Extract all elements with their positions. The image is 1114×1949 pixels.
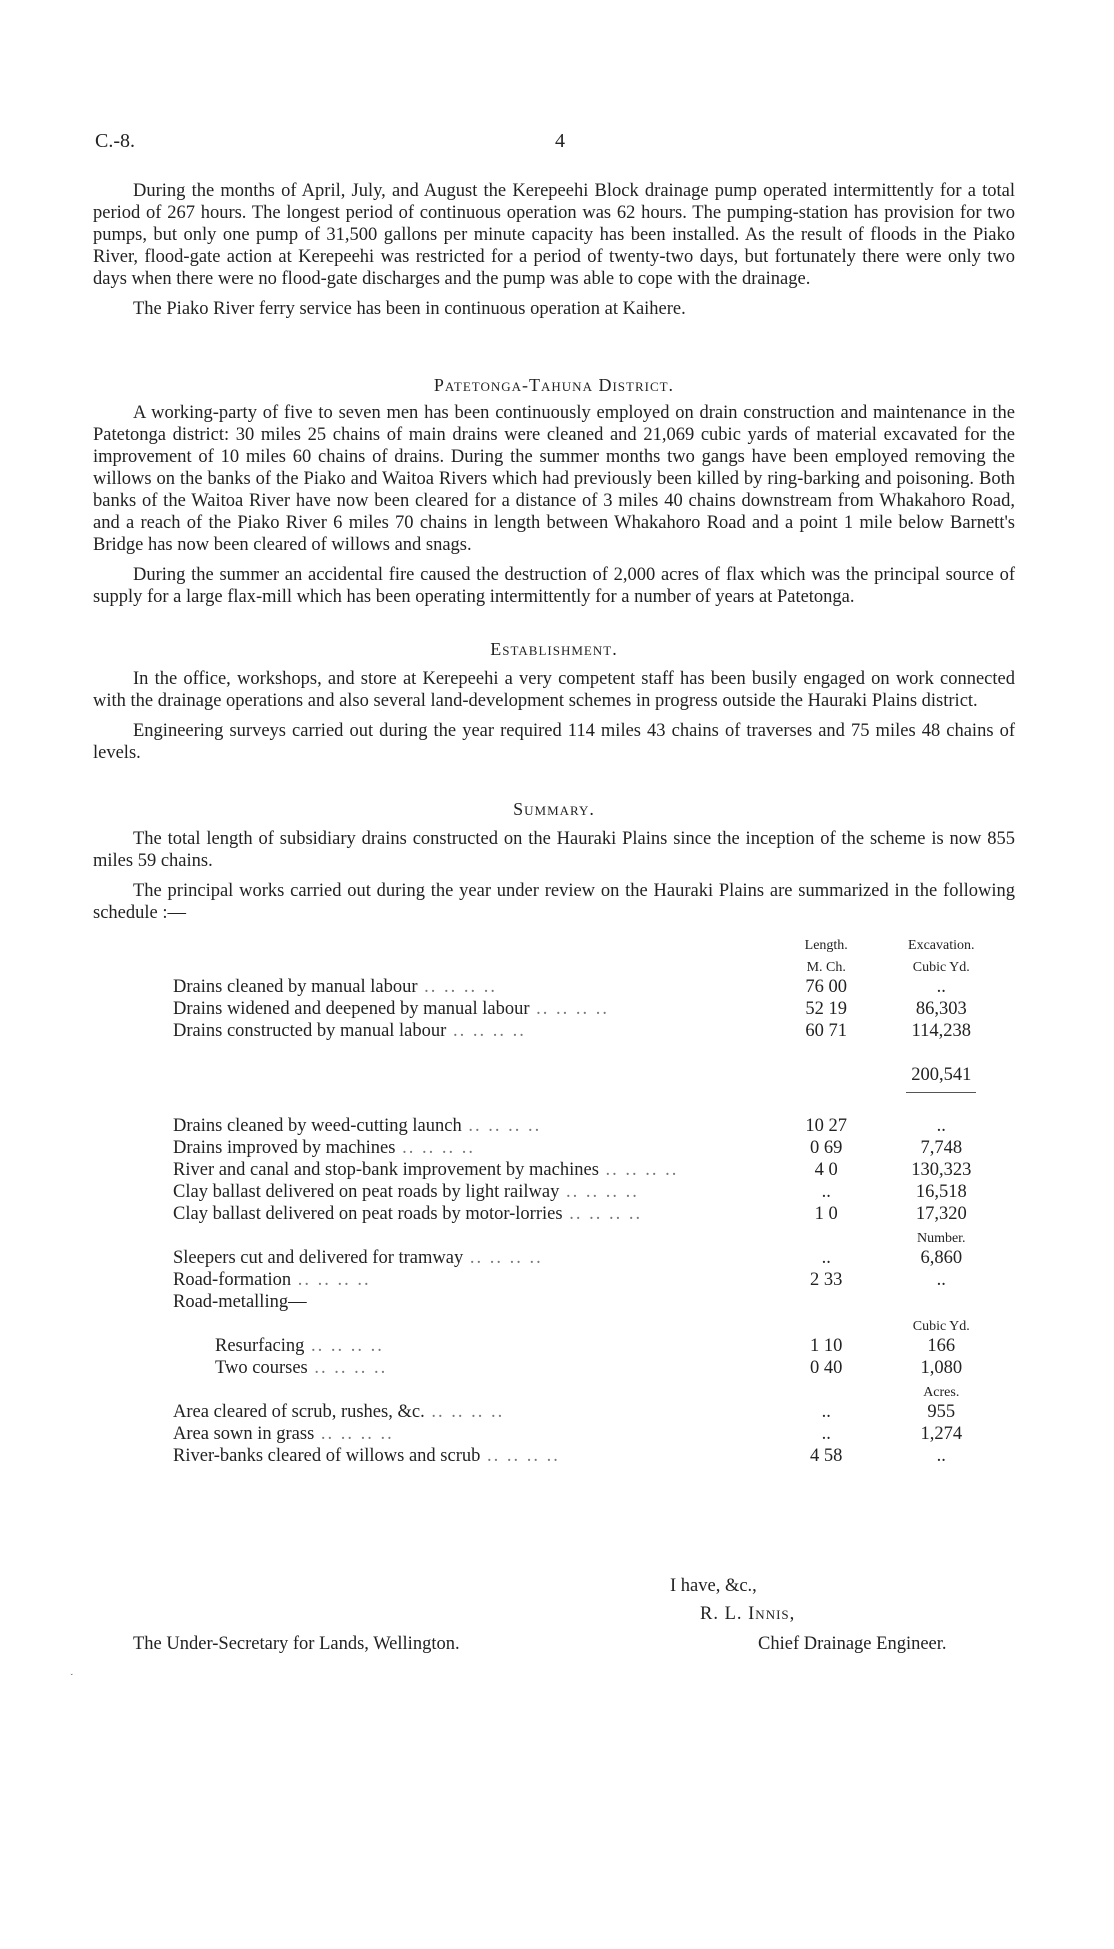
schedule-row-length: 60 71: [805, 1021, 848, 1041]
schedule-row: [173, 976, 1015, 998]
works-schedule-table: [173, 932, 1015, 1467]
leader-dots: .. .. .. ..: [562, 1204, 643, 1224]
schedule-row-label: Area cleared of scrub, rushes, &c.: [173, 1402, 425, 1422]
schedule-row-value: 114,238: [911, 1021, 971, 1041]
schedule-row-value: 6,860: [920, 1248, 963, 1268]
paragraph-total-length: The total length of subsidiary drains constructed on the Hauraki Plains since the inception of the scheme is now 855 miles 59 chains.: [93, 829, 1015, 871]
paragraph-pump: During the months of April, July, and August the Kerepeehi Block drainage pump operated intermittently for a total period of 267 hours. The longest period of continuous operation was 62 hours. The pumping-station has provision for two pumps, but only one pump of 31,500 gallons per minute capacity has been installed. As the result of floods in the Piako River, flood-gate action at Kerepeehi was restricted for a period of twenty-two days, but fortunately there were only two days when there were no flood-gate discharges and the pump was able to cope with the drainage.: [93, 181, 1015, 289]
leader-dots: .. .. .. ..: [395, 1138, 475, 1158]
schedule-row-value: 86,303: [915, 999, 967, 1019]
schedule-row-value: 955: [927, 1402, 956, 1422]
leader-dots: .. .. .. ..: [307, 1358, 388, 1378]
schedule-row-label: Two courses: [215, 1358, 308, 1378]
schedule-total-row: [173, 1064, 1015, 1093]
document-body: [93, 180, 1015, 1467]
schedule-row-label: Drains improved by machines: [173, 1138, 396, 1158]
schedule-row: [173, 1115, 1015, 1137]
leader-dots: .. .. .. ..: [559, 1182, 639, 1202]
leader-dots: .. .. .. ..: [417, 977, 498, 997]
schedule-header-row: [173, 932, 1015, 954]
schedule-row: [173, 1020, 1015, 1042]
schedule-row: [173, 1445, 1015, 1467]
leader-dots: .. .. .. ..: [461, 1116, 542, 1136]
schedule-row-label: Road-metalling—: [173, 1292, 307, 1312]
schedule-row-value: 130,323: [911, 1160, 972, 1180]
heading-patetonga: Patetonga-Tahuna District.: [433, 375, 675, 395]
col-excavation-header: Excavation.: [908, 938, 975, 953]
schedule-row-value: 1,080: [920, 1358, 963, 1378]
paragraph-schedule-intro: The principal works carried out during the year under review on the Hauraki Plains are summarized in the following schedule :—: [93, 881, 1015, 923]
closing-line: I have, &c.,: [670, 1576, 757, 1596]
schedule-row: [173, 1335, 1015, 1357]
leader-dots: .. .. .. ..: [463, 1248, 543, 1268]
schedule-row-length: 4 0: [814, 1160, 838, 1180]
schedule-row-label: Road-formation: [173, 1270, 292, 1290]
schedule-row-length: 0 69: [810, 1138, 843, 1158]
schedule-row-label: River-banks cleared of willows and scrub: [173, 1446, 481, 1466]
schedule-row: [173, 1159, 1015, 1181]
schedule-row-value: ..: [936, 1270, 946, 1290]
schedule-row-length: 1 10: [810, 1336, 843, 1356]
paragraph-flax-fire: During the summer an accidental fire caused the destruction of 2,000 acres of flax which was the principal source of supply for a large flax-mill which has been operating intermittently for a number of years at Patetonga.: [93, 565, 1015, 607]
schedule-row: [173, 1357, 1015, 1379]
unit-label: Number.: [916, 1231, 966, 1246]
schedule-unit-row: [173, 1313, 1015, 1335]
paragraph-surveys: Engineering surveys carried out during the year required 114 miles 43 chains of traverses and 75 miles 48 chains of levels.: [93, 721, 1015, 763]
schedule-row-value: 1,274: [920, 1424, 963, 1444]
schedule-row: [173, 1137, 1015, 1159]
schedule-row-length: ..: [821, 1248, 831, 1268]
leader-dots: .. .. .. ..: [424, 1402, 505, 1422]
schedule-unit-row: [173, 1379, 1015, 1401]
schedule-row-label: Clay ballast delivered on peat roads by motor-lorries: [173, 1204, 563, 1224]
schedule-row-value: ..: [936, 1116, 946, 1136]
schedule-row: [173, 1423, 1015, 1445]
schedule-row-value: 166: [927, 1336, 956, 1356]
schedule-total-value: 200,541: [911, 1065, 972, 1085]
schedule-row-label: Area sown in grass: [173, 1424, 315, 1444]
col-excavation-units: Cubic Yd.: [912, 960, 970, 975]
document-reference: C.-8.: [95, 130, 135, 152]
col-length-header: Length.: [804, 938, 848, 953]
schedule-row-length: 4 58: [810, 1446, 843, 1466]
page-number: 4: [555, 130, 565, 152]
schedule-row-length: 52 19: [805, 999, 848, 1019]
leader-dots: .. .. .. ..: [529, 999, 610, 1019]
schedule-row-label: Sleepers cut and delivered for tramway: [173, 1248, 464, 1268]
schedule-row: [173, 1401, 1015, 1423]
signature-block: [0, 1575, 1114, 1695]
addressee: The Under-Secretary for Lands, Wellington.: [133, 1634, 460, 1654]
margin-mark: ˯: [70, 1665, 74, 1676]
leader-dots: .. .. .. ..: [314, 1424, 394, 1444]
schedule-row-length: ..: [821, 1182, 831, 1202]
schedule-row: [173, 998, 1015, 1020]
schedule-row: [173, 1269, 1015, 1291]
heading-summary: Summary.: [513, 799, 595, 819]
schedule-unit-row: [173, 1225, 1015, 1247]
schedule-row-label: Drains cleaned by manual labour: [173, 977, 418, 997]
schedule-row-value: 7,748: [920, 1138, 963, 1158]
schedule-row: [173, 1291, 1015, 1313]
schedule-row-label: Drains widened and deepened by manual labour: [173, 999, 530, 1019]
schedule-row-length: ..: [821, 1402, 831, 1422]
schedule-row-length: 76 00: [805, 977, 848, 997]
schedule-row-length: 10 27: [805, 1116, 848, 1136]
schedule-row-value: 16,518: [915, 1182, 967, 1202]
schedule-row-value: ..: [936, 977, 946, 997]
schedule-row: [173, 1247, 1015, 1269]
schedule-row-value: ..: [936, 1446, 946, 1466]
leader-dots: .. .. .. ..: [291, 1270, 371, 1290]
schedule-subheader-row: [173, 954, 1015, 976]
paragraph-patetonga-works: A working-party of five to seven men has been continuously employed on drain construction and maintenance in the Patetonga district: 30 miles 25 chains of main drains were cleaned and 21,069 cubic yards of material excavated for the improvement of 10 miles 60 chains of drains. During the summer months two gangs have been employed removing the willows on the banks of the Piako and Waitoa Rivers which had previously been killed by ring-barking and poisoning. Both banks of the Waitoa River have now been cleared for a distance of 3 miles 40 chains downstream from Whakahoro Road, and a reach of the Piako River 6 miles 70 chains in length between Whakahoro Road and a point 1 mile below Barnett's Bridge has now been cleared of willows and snags.: [93, 403, 1015, 555]
leader-dots: .. .. .. ..: [480, 1446, 560, 1466]
unit-label: Acres.: [923, 1385, 960, 1400]
heading-establishment: Establishment.: [490, 639, 618, 659]
schedule-row-length: 1 0: [814, 1204, 838, 1224]
schedule-row-label: Drains cleaned by weed-cutting launch: [173, 1116, 462, 1136]
schedule-row-label: Drains constructed by manual labour: [173, 1021, 447, 1041]
schedule-row-value: 17,320: [915, 1204, 967, 1224]
unit-label: Cubic Yd.: [912, 1319, 970, 1334]
schedule-row-label: Clay ballast delivered on peat roads by light railway: [173, 1182, 560, 1202]
schedule-row-length: 0 40: [810, 1358, 843, 1378]
leader-dots: .. .. .. ..: [598, 1160, 679, 1180]
leader-dots: .. .. .. ..: [446, 1021, 526, 1041]
schedule-row-label: River and canal and stop-bank improvement by machines: [173, 1160, 599, 1180]
signatory-title: Chief Drainage Engineer.: [758, 1634, 947, 1654]
leader-dots: .. .. .. ..: [304, 1336, 384, 1356]
schedule-row-label: Resurfacing: [215, 1336, 305, 1356]
col-length-units: M. Ch.: [806, 960, 846, 975]
schedule-row: [173, 1203, 1015, 1225]
paragraph-office: In the office, workshops, and store at Kerepeehi a very competent staff has been busily engaged on work connected with the drainage operations and also several land-development schemes in progress outside the Hauraki Plains district.: [93, 669, 1015, 711]
schedule-row: [173, 1181, 1015, 1203]
signatory-name: R. L. Innis,: [700, 1604, 796, 1624]
schedule-row-length: 2 33: [810, 1270, 843, 1290]
paragraph-ferry: The Piako River ferry service has been in continuous operation at Kaihere.: [133, 299, 686, 319]
schedule-row-length: ..: [821, 1424, 831, 1444]
